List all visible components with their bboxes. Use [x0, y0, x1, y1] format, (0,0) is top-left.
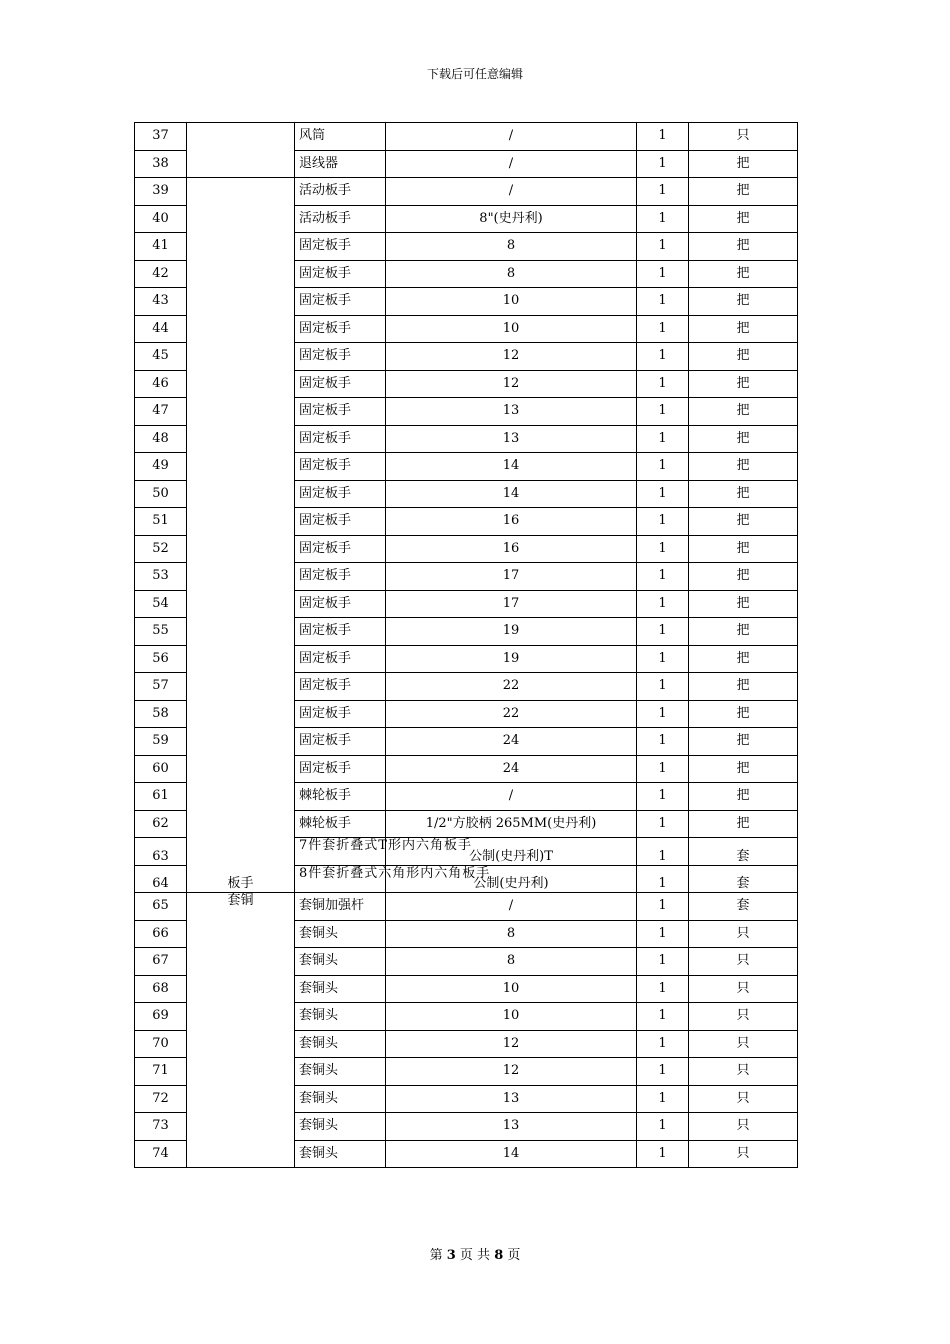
unit-cell: 套	[689, 838, 798, 866]
spec-cell: 13	[386, 398, 637, 426]
unit-cell: 只	[689, 920, 798, 948]
item-name-cell: 固定板手	[295, 618, 386, 646]
item-name-cell: 7件套折叠式T形内六角板手	[295, 838, 386, 866]
item-name-cell: 套铜头	[295, 1058, 386, 1086]
spec-cell: 公制(史丹利)	[386, 865, 637, 893]
spec-cell: 14	[386, 480, 637, 508]
quantity-cell: 1	[637, 1058, 689, 1086]
item-name-cell: 退线器	[295, 150, 386, 178]
quantity-cell: 1	[637, 810, 689, 838]
spec-cell: 10	[386, 288, 637, 316]
quantity-cell: 1	[637, 150, 689, 178]
row-number-cell: 43	[135, 288, 187, 316]
item-name-cell: 固定板手	[295, 453, 386, 481]
quantity-cell: 1	[637, 1003, 689, 1031]
row-number-cell: 67	[135, 948, 187, 976]
unit-cell: 只	[689, 975, 798, 1003]
quantity-cell: 1	[637, 508, 689, 536]
row-number-cell: 72	[135, 1085, 187, 1113]
quantity-cell: 1	[637, 370, 689, 398]
row-number-cell: 63	[135, 838, 187, 866]
quantity-cell: 1	[637, 425, 689, 453]
quantity-cell: 1	[637, 233, 689, 261]
unit-cell: 把	[689, 700, 798, 728]
unit-cell: 把	[689, 618, 798, 646]
unit-cell: 只	[689, 1030, 798, 1058]
row-number-cell: 48	[135, 425, 187, 453]
row-number-cell: 61	[135, 783, 187, 811]
spec-cell: 8	[386, 948, 637, 976]
row-number-cell: 60	[135, 755, 187, 783]
unit-cell: 只	[689, 1003, 798, 1031]
spec-cell: /	[386, 893, 637, 921]
quantity-cell: 1	[637, 975, 689, 1003]
row-number-cell: 39	[135, 178, 187, 206]
table-row	[135, 178, 798, 206]
item-name-cell: 套铜头	[295, 1085, 386, 1113]
quantity-cell: 1	[637, 453, 689, 481]
quantity-cell: 1	[637, 700, 689, 728]
unit-cell: 把	[689, 233, 798, 261]
unit-cell: 只	[689, 1113, 798, 1141]
quantity-cell: 1	[637, 893, 689, 921]
unit-cell: 把	[689, 563, 798, 591]
item-name-cell: 固定板手	[295, 535, 386, 563]
row-number-cell: 44	[135, 315, 187, 343]
spec-cell: 14	[386, 453, 637, 481]
item-name-cell: 套铜头	[295, 975, 386, 1003]
item-name-cell: 套铜头	[295, 1030, 386, 1058]
quantity-cell: 1	[637, 288, 689, 316]
row-number-cell: 45	[135, 343, 187, 371]
unit-cell: 把	[689, 810, 798, 838]
spec-cell: 19	[386, 618, 637, 646]
quantity-cell: 1	[637, 480, 689, 508]
item-name-cell: 风筒	[295, 123, 386, 151]
spec-cell: 17	[386, 590, 637, 618]
item-name-cell: 固定板手	[295, 233, 386, 261]
quantity-cell: 1	[637, 673, 689, 701]
unit-cell: 把	[689, 315, 798, 343]
row-number-cell: 49	[135, 453, 187, 481]
item-name-cell: 棘轮板手	[295, 783, 386, 811]
unit-cell: 把	[689, 260, 798, 288]
unit-cell: 把	[689, 205, 798, 233]
quantity-cell: 1	[637, 178, 689, 206]
item-name-cell: 固定板手	[295, 480, 386, 508]
item-name-cell: 8件套折叠式六角形内六角板手	[295, 865, 386, 893]
quantity-cell: 1	[637, 645, 689, 673]
unit-cell: 把	[689, 590, 798, 618]
unit-cell: 把	[689, 150, 798, 178]
row-number-cell: 54	[135, 590, 187, 618]
table-row	[135, 893, 798, 921]
quantity-cell: 1	[637, 1113, 689, 1141]
spec-cell: 12	[386, 370, 637, 398]
row-number-cell: 71	[135, 1058, 187, 1086]
item-name-cell: 固定板手	[295, 260, 386, 288]
item-name-cell: 固定板手	[295, 645, 386, 673]
spec-cell: /	[386, 123, 637, 151]
item-name-cell: 活动板手	[295, 205, 386, 233]
item-name-cell: 固定板手	[295, 398, 386, 426]
spec-cell: 8"(史丹利)	[386, 205, 637, 233]
spec-cell: 19	[386, 645, 637, 673]
item-name-cell: 固定板手	[295, 343, 386, 371]
unit-cell: 把	[689, 673, 798, 701]
row-number-cell: 57	[135, 673, 187, 701]
spec-cell: 10	[386, 315, 637, 343]
unit-cell: 把	[689, 783, 798, 811]
footer-page-number: 3	[446, 1248, 456, 1263]
row-number-cell: 66	[135, 920, 187, 948]
row-number-cell: 42	[135, 260, 187, 288]
item-name-cell: 套铜头	[295, 948, 386, 976]
unit-cell: 只	[689, 1085, 798, 1113]
spec-cell: 公制(史丹利)T	[386, 838, 637, 866]
unit-cell: 把	[689, 645, 798, 673]
unit-cell: 把	[689, 288, 798, 316]
spec-cell: 14	[386, 1140, 637, 1168]
unit-cell: 只	[689, 123, 798, 151]
item-name-cell: 固定板手	[295, 590, 386, 618]
row-number-cell: 51	[135, 508, 187, 536]
item-name-cell: 固定板手	[295, 673, 386, 701]
row-number-cell: 46	[135, 370, 187, 398]
spec-cell: 1/2"方胶柄 265MM(史丹利)	[386, 810, 637, 838]
unit-cell: 把	[689, 755, 798, 783]
table-row	[135, 123, 798, 151]
spec-cell: 17	[386, 563, 637, 591]
quantity-cell: 1	[637, 398, 689, 426]
unit-cell: 只	[689, 948, 798, 976]
unit-cell: 把	[689, 480, 798, 508]
category-cell	[187, 123, 295, 178]
spec-cell: 22	[386, 673, 637, 701]
spec-cell: 13	[386, 1113, 637, 1141]
quantity-cell: 1	[637, 315, 689, 343]
spec-cell: 13	[386, 1085, 637, 1113]
spec-cell: 22	[386, 700, 637, 728]
quantity-cell: 1	[637, 205, 689, 233]
row-number-cell: 62	[135, 810, 187, 838]
spec-cell: 8	[386, 920, 637, 948]
unit-cell: 把	[689, 453, 798, 481]
item-name-cell: 活动板手	[295, 178, 386, 206]
spec-cell: /	[386, 783, 637, 811]
item-name-cell: 固定板手	[295, 425, 386, 453]
spec-cell: 10	[386, 975, 637, 1003]
quantity-cell: 1	[637, 618, 689, 646]
quantity-cell: 1	[637, 123, 689, 151]
unit-cell: 把	[689, 178, 798, 206]
quantity-cell: 1	[637, 838, 689, 866]
inventory-table	[134, 122, 798, 1168]
unit-cell: 把	[689, 398, 798, 426]
quantity-cell: 1	[637, 1030, 689, 1058]
unit-cell: 把	[689, 370, 798, 398]
row-number-cell: 58	[135, 700, 187, 728]
quantity-cell: 1	[637, 563, 689, 591]
category-cell: 套铜	[187, 893, 295, 1168]
quantity-cell: 1	[637, 948, 689, 976]
row-number-cell: 64	[135, 865, 187, 893]
item-name-cell: 棘轮板手	[295, 810, 386, 838]
unit-cell: 把	[689, 535, 798, 563]
row-number-cell: 40	[135, 205, 187, 233]
unit-cell: 把	[689, 728, 798, 756]
item-name-cell: 固定板手	[295, 728, 386, 756]
row-number-cell: 53	[135, 563, 187, 591]
unit-cell: 把	[689, 508, 798, 536]
item-name-cell: 固定板手	[295, 755, 386, 783]
unit-cell: 把	[689, 425, 798, 453]
item-name-cell: 固定板手	[295, 288, 386, 316]
quantity-cell: 1	[637, 865, 689, 893]
footer-suffix: 页	[507, 1248, 521, 1263]
spec-cell: 16	[386, 535, 637, 563]
unit-cell: 只	[689, 1058, 798, 1086]
row-number-cell: 68	[135, 975, 187, 1003]
item-name-cell: 固定板手	[295, 563, 386, 591]
quantity-cell: 1	[637, 1140, 689, 1168]
row-number-cell: 52	[135, 535, 187, 563]
row-number-cell: 50	[135, 480, 187, 508]
spec-cell: 13	[386, 425, 637, 453]
spec-cell: /	[386, 150, 637, 178]
footer-middle: 页 共	[459, 1248, 491, 1263]
unit-cell: 套	[689, 865, 798, 893]
row-number-cell: 56	[135, 645, 187, 673]
item-name-cell: 套铜头	[295, 920, 386, 948]
quantity-cell: 1	[637, 728, 689, 756]
unit-cell: 只	[689, 1140, 798, 1168]
page-header: 下载后可任意编辑	[426, 67, 523, 81]
spec-cell: 12	[386, 1058, 637, 1086]
row-number-cell: 70	[135, 1030, 187, 1058]
row-number-cell: 65	[135, 893, 187, 921]
spec-cell: 24	[386, 755, 637, 783]
item-name-cell: 固定板手	[295, 508, 386, 536]
quantity-cell: 1	[637, 783, 689, 811]
spec-cell: 8	[386, 260, 637, 288]
item-name-cell: 套铜头	[295, 1113, 386, 1141]
item-name-cell: 固定板手	[295, 700, 386, 728]
row-number-cell: 59	[135, 728, 187, 756]
spec-cell: 8	[386, 233, 637, 261]
row-number-cell: 73	[135, 1113, 187, 1141]
quantity-cell: 1	[637, 920, 689, 948]
row-number-cell: 47	[135, 398, 187, 426]
quantity-cell: 1	[637, 343, 689, 371]
spec-cell: 16	[386, 508, 637, 536]
inventory-table-body	[135, 123, 798, 1168]
category-cell: 板手	[187, 178, 295, 893]
spec-cell: 10	[386, 1003, 637, 1031]
quantity-cell: 1	[637, 535, 689, 563]
row-number-cell: 38	[135, 150, 187, 178]
quantity-cell: 1	[637, 590, 689, 618]
item-name-cell: 固定板手	[295, 315, 386, 343]
item-name-cell: 固定板手	[295, 370, 386, 398]
row-number-cell: 37	[135, 123, 187, 151]
page-footer	[0, 1248, 950, 1264]
spec-cell: 24	[386, 728, 637, 756]
footer-prefix: 第	[429, 1248, 443, 1263]
quantity-cell: 1	[637, 260, 689, 288]
spec-cell: /	[386, 178, 637, 206]
unit-cell: 套	[689, 893, 798, 921]
item-name-cell: 套铜头	[295, 1140, 386, 1168]
footer-total-pages: 8	[494, 1248, 504, 1263]
row-number-cell: 74	[135, 1140, 187, 1168]
unit-cell: 把	[689, 343, 798, 371]
row-number-cell: 41	[135, 233, 187, 261]
row-number-cell: 69	[135, 1003, 187, 1031]
quantity-cell: 1	[637, 755, 689, 783]
row-number-cell: 55	[135, 618, 187, 646]
spec-cell: 12	[386, 343, 637, 371]
item-name-cell: 套铜加强杆	[295, 893, 386, 921]
quantity-cell: 1	[637, 1085, 689, 1113]
spec-cell: 12	[386, 1030, 637, 1058]
item-name-cell: 套铜头	[295, 1003, 386, 1031]
